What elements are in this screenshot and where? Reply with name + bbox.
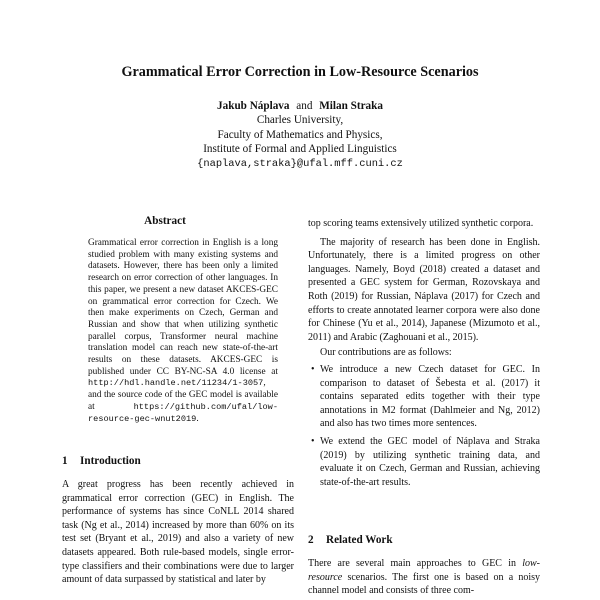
section-heading-introduction bbox=[62, 455, 141, 467]
section-number: 2 bbox=[308, 534, 314, 546]
paragraph-text: There are several main approaches to GEC in bbox=[308, 558, 516, 569]
paper-title: Grammatical Error Correction in Low-Resource Scenarios bbox=[121, 64, 479, 80]
list-item-text: We introduce a new Czech dataset for GEC. In comparison to dataset of Šebesta et al. (2017) it contains separated edits together with their type annotations in M2 format (Dahlmeier and Ng, 2012) and also has two times more sentences. bbox=[320, 363, 540, 430]
section-title: Introduction bbox=[80, 455, 141, 467]
affiliation-line: Institute of Formal and Applied Linguistics bbox=[203, 143, 397, 156]
abstract-text: Grammatical error correction in English is a long studied problem with many existing systems and datasets. However, there has been only a limited research on error correction of other languages. In this paper, we present a new dataset AKCES-GEC on grammatical error correction for Czech. We then make experiments on Czech, German and Russian and show that when utilizing synthetic parallel corpus, Transformer neural machine translation model can reach new state-of-the-art results on these datasets. AKCES-GEC is published under CC BY-NC-SA 4.0 license at bbox=[88, 238, 278, 377]
paragraph: Our contributions are as follows: bbox=[320, 347, 452, 359]
abstract-body bbox=[88, 238, 278, 425]
author-name: Jakub Náplava bbox=[217, 100, 290, 112]
paragraph bbox=[308, 557, 540, 598]
dataset-link[interactable]: http://hdl.handle.net/11234/1-3057 bbox=[88, 378, 264, 389]
abstract-text: , and the source code of the GEC model is available at bbox=[88, 378, 278, 412]
author-block bbox=[0, 99, 600, 171]
section-heading-related-work bbox=[308, 534, 393, 546]
affiliation-line: Charles University, bbox=[256, 114, 344, 127]
paragraph: top scoring teams extensively utilized synthetic corpora. bbox=[308, 218, 534, 229]
introduction-body bbox=[62, 478, 294, 587]
abstract-text: . bbox=[196, 413, 199, 424]
source-code-link[interactable]: https://github.com/ufal/low-resource-gec-wnut2019 bbox=[88, 401, 278, 424]
author-names bbox=[0, 99, 600, 113]
right-column bbox=[308, 217, 540, 489]
paragraph-text: scenarios. The first one is based on a noisy channel model and consists of three com- bbox=[308, 571, 541, 597]
paragraph: The majority of research has been done in English. Unfortunately, there is a limited progress on other languages. Namely, Boyd (2018) created a dataset and presented a GEC system for German, Rozovskaya and Roth (2019) for Russian, Náplava (2017) for Czech and efforts to create annotated learner corpora were also done for Chinese (Yu et al., 2014), Japanese (Mizumoto et al., 2011) and Arabic (Zaghouani et al., 2015). bbox=[308, 236, 540, 343]
list-item-text: We extend the GEC model of Náplava and Straka (2019) by utilizing synthetic training data, and evaluate it on Czech, German and Russian, achieving state-of-the-art results. bbox=[320, 435, 540, 488]
section-number: 1 bbox=[62, 455, 68, 467]
affiliation-line: Faculty of Mathematics and Physics, bbox=[217, 128, 383, 141]
bullet-icon: • bbox=[311, 435, 315, 447]
bullet-icon: • bbox=[311, 363, 315, 375]
list-item bbox=[308, 363, 540, 431]
author-name: Milan Straka bbox=[319, 100, 383, 112]
section-title: Related Work bbox=[326, 534, 393, 546]
contribution-list bbox=[308, 363, 540, 489]
related-work-body bbox=[308, 557, 540, 598]
author-email: {naplava,straka}@ufal.mff.cuni.cz bbox=[197, 157, 403, 170]
abstract-heading: Abstract bbox=[144, 215, 186, 227]
paragraph: A great progress has been recently achieved in grammatical error correction (GEC) in English. The performance of systems has since CoNLL 2014 shared task (Ng et al., 2014) increased by more than 60% on its test set (Bryant et al., 2019) and also a variety of new datasets appeared. Both rule-based models, single error-type classifiers and their combinations were due to larger amount of data surpassed by statistical and later by bbox=[62, 479, 294, 586]
list-item bbox=[308, 435, 540, 489]
emphasis-text: low-resource bbox=[308, 558, 540, 583]
author-conjunction: and bbox=[296, 100, 313, 112]
